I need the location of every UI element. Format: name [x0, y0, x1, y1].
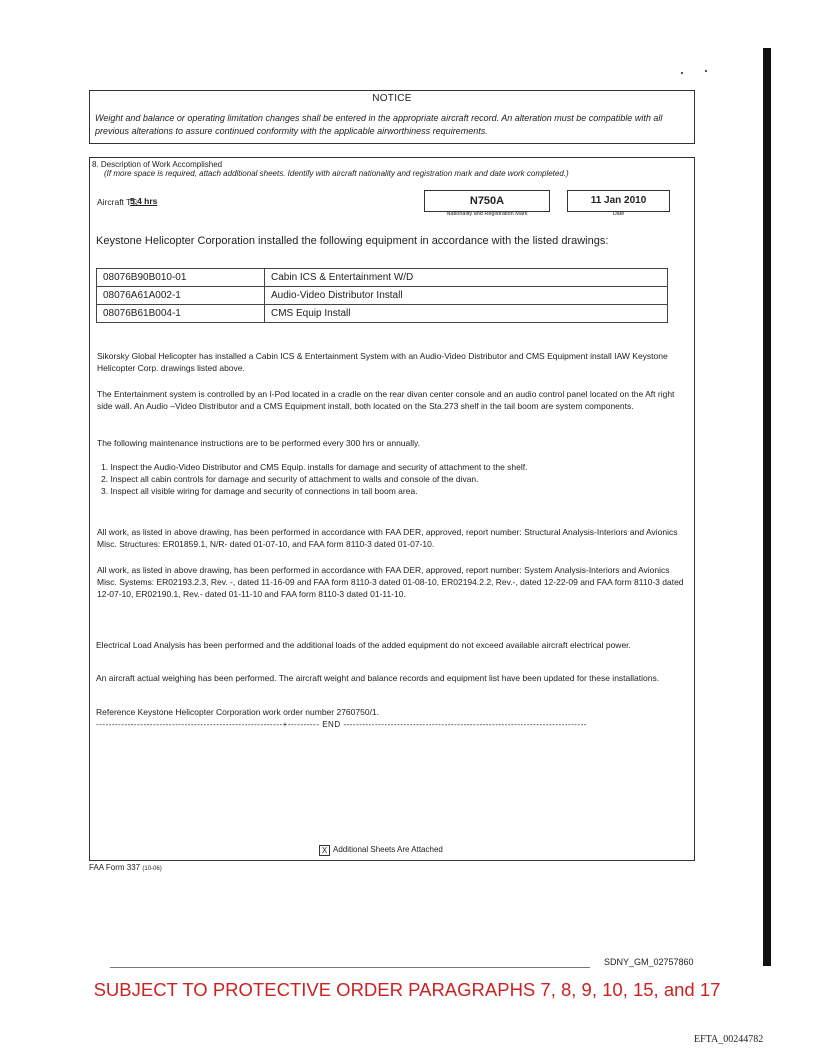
notice-title: NOTICE: [372, 93, 412, 104]
paragraph-electrical-load: Electrical Load Analysis has been performed and the additional loads of the added equipment do not exceed available aircraft electrical power.: [96, 640, 631, 650]
paragraph-work-order: Reference Keystone Helicopter Corporation work order number 2760750/1.: [96, 707, 380, 717]
registration-caption: Nationality and Registration Mark: [446, 211, 528, 217]
drawing-number: 08076A61A002-1: [97, 287, 265, 305]
work-date: 11 Jan 2010: [567, 190, 670, 212]
footer-rule: [110, 967, 590, 968]
paragraph-weighing: An aircraft actual weighing has been performed. The aircraft weight and balance records and equipment list have been updated for these installations.: [96, 673, 660, 683]
aircraft-tt-value: 5.4 hrs: [130, 196, 158, 206]
efta-id: EFTA_00244782: [694, 1034, 764, 1045]
additional-sheets-checkbox: X: [319, 845, 330, 856]
end-marker: -----------------------------------------------------------+---------- END -----------------------------------------------------------------------------: [96, 720, 587, 729]
drawing-description: Cabin ICS & Entertainment W/D: [265, 269, 668, 287]
form-identifier: [89, 863, 162, 872]
protective-order-banner: SUBJECT TO PROTECTIVE ORDER PARAGRAPHS 7, 8, 9, 10, 15, and 17: [93, 979, 721, 1000]
table-row: [97, 287, 668, 305]
registration-mark: N750A: [424, 190, 550, 212]
additional-sheets-label: Additional Sheets Are Attached: [333, 845, 443, 854]
paragraph-entertainment-system: The Entertainment system is controlled by an I-Pod located in a cradle on the rear divan center console and an audio control panel located on the Aft right side wall. An Audio –Video Distributor and a CMS Equipment install, both located on the Sta.273 shelf in the tail boom are system components.: [97, 389, 675, 411]
maintenance-list-item: 2. Inspect all cabin controls for damage and security of attachment to walls and console of the divan.: [101, 474, 479, 484]
paragraph-structural-analysis: All work, as listed in above drawing, has been performed in accordance with FAA DER, approved, report number: Structural Analysis-Interiors and Avionics Misc. Structures: ER01859.1, N/R- dated 01-07-10, and FAA form 8110-3 dated 01-07-10.: [97, 527, 678, 549]
form-name: FAA Form 337: [89, 863, 141, 872]
drawing-description: Audio-Video Distributor Install: [265, 287, 668, 305]
paragraph-system-analysis: All work, as listed in above drawing, has been performed in accordance with FAA DER, approved, report number: System Analysis-Interiors and Avionics Misc. Systems: ER02193.2.3, Rev. -, dated 11-16-09 and FAA form 8110-3 dated 01-08-10, ER02194.2.2, Rev.-, dated 12-22-09 and FAA form 8110-3 dated 12-07-10, ER02190.1, Rev.- dated 01-11-10 and FAA form 8110-3 dated 01-11-10.: [97, 565, 684, 599]
drawing-number: 08076B90B010-01: [97, 269, 265, 287]
drawing-description: CMS Equip Install: [265, 305, 668, 323]
paragraph-installation: Sikorsky Global Helicopter has installed a Cabin ICS & Entertainment System with an Audio-Video Distributor and CMS Equipment install IAW Keystone Helicopter Corp. drawings listed above.: [97, 351, 668, 373]
maintenance-list-item: 3. Inspect all visible wiring for damage and security of connections in tail boom area.: [101, 486, 418, 496]
form-revision: (10-06): [142, 866, 162, 872]
scan-speck: [681, 72, 683, 74]
section-8-instructions: (If more space is required, attach additional sheets. Identify with aircraft nationality and registration mark and date work completed.): [104, 169, 569, 178]
table-row: [97, 305, 668, 323]
drawing-number: 08076B61B004-1: [97, 305, 265, 323]
maintenance-list-item: 1. Inspect the Audio-Video Distributor and CMS Equip. installs for damage and security of attachment to the shelf.: [101, 462, 528, 472]
scan-speck: [705, 70, 707, 72]
section-8-title: 8. Description of Work Accomplished: [92, 160, 223, 169]
intro-statement: Keystone Helicopter Corporation installed the following equipment in accordance with the listed drawings:: [96, 235, 609, 247]
drawings-table: [96, 268, 668, 323]
work-description-box: [89, 157, 695, 861]
date-caption: Date: [612, 211, 625, 217]
scan-edge-bar: [763, 48, 771, 966]
aircraft-tt-label: Aircraft TT:: [97, 197, 138, 207]
bates-number: SDNY_GM_02757860: [604, 957, 694, 967]
paragraph-maintenance-intro: The following maintenance instructions are to be performed every 300 hrs or annually.: [97, 438, 421, 448]
notice-text: Weight and balance or operating limitation changes shall be entered in the appropriate aircraft record. An alteration must be compatible with all previous alterations to assure continued conformity with the applicable airworthiness requirements.: [95, 113, 663, 136]
table-row: [97, 269, 668, 287]
